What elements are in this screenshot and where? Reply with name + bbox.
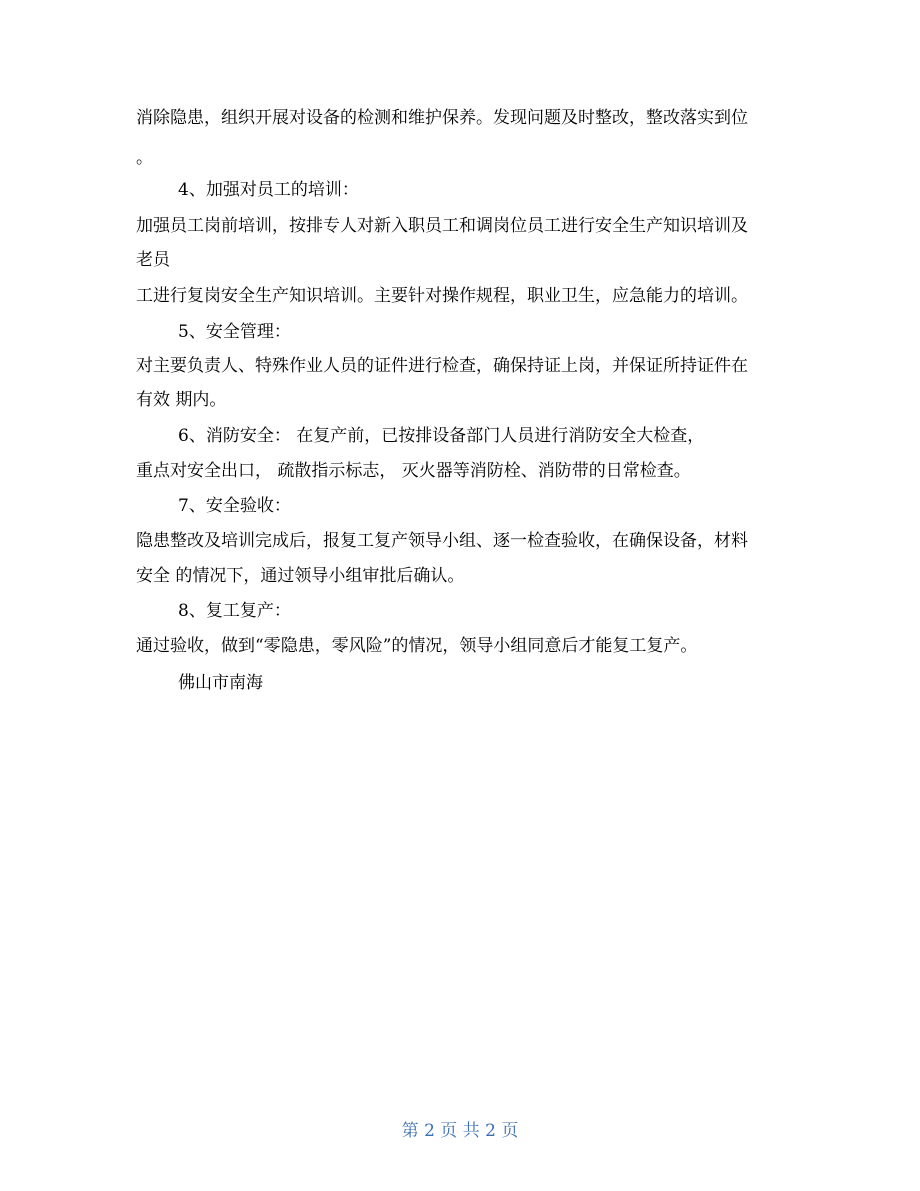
body-text-line: 隐患整改及培训完成后，报复工复产领导小组、逐一检查验收，在确保设备，材料 [136, 531, 748, 551]
body-text-line: 安全 的情况下，通过领导小组审批后确认。 [136, 566, 465, 586]
body-text-line: 有效 期内。 [136, 390, 227, 410]
body-text-line: 工进行复岗安全生产知识培训。主要针对操作规程，职业卫生，应急能力的培训。 [136, 286, 748, 306]
signature-location: 佛山市南海 [178, 673, 263, 693]
body-text-line: 老员 [136, 250, 170, 270]
body-text-line: 加强员工岗前培训，按排专人对新入职员工和调岗位员工进行安全生产知识培训及 [136, 216, 748, 236]
body-text-line: 通过验收，做到“零隐患，零风险”的情况，领导小组同意后才能复工复产。 [136, 636, 698, 656]
section-heading: 6、消防安全： 在复产前，已按排设备部门人员进行消防安全大检查， [178, 426, 705, 446]
section-heading: 8、复工复产： [178, 601, 291, 621]
body-text-line: 对主要负责人、特殊作业人员的证件进行检查，确保持证上岗，并保证所持证件在 [136, 356, 748, 376]
body-text-line: 消除隐患，组织开展对设备的检测和维护保养。发现问题及时整改，整改落实到位 [136, 108, 748, 128]
body-text-line: 重点对安全出口， 疏散指示标志， 灭火器等消防栓、消防带的日常检查。 [136, 461, 691, 481]
section-heading: 5、安全管理： [178, 322, 291, 342]
body-text-line: 。 [136, 148, 153, 168]
section-heading: 7、安全验收： [178, 496, 291, 516]
section-heading: 4、加强对员工的培训： [178, 180, 359, 200]
page-number-footer: 第 2 页 共 2 页 [401, 1121, 519, 1141]
